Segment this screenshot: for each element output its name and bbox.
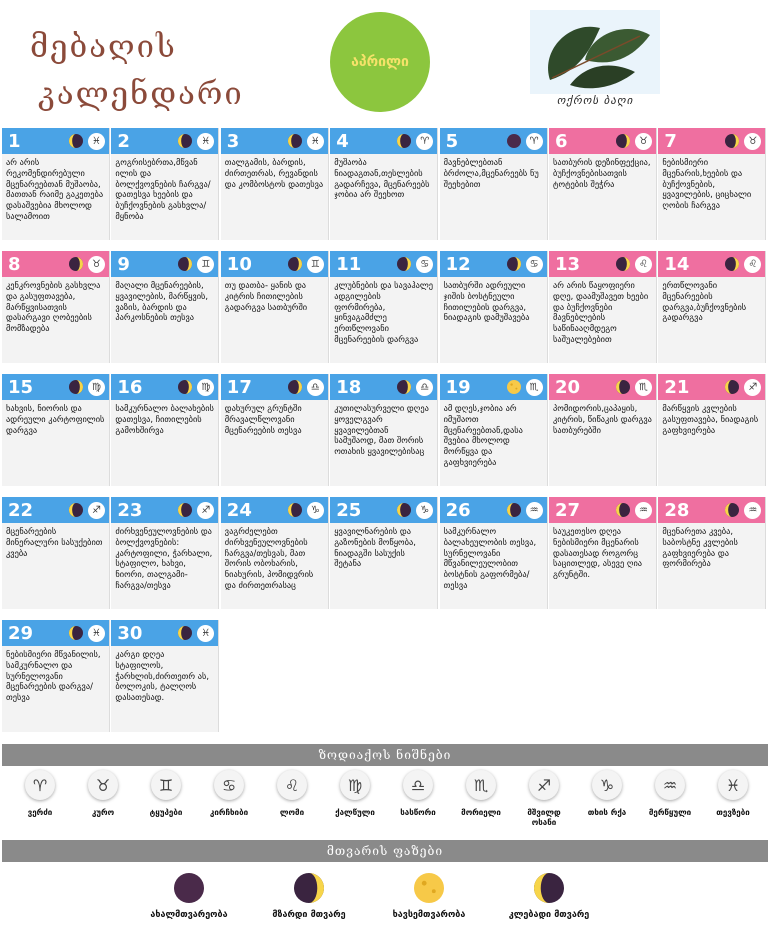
day-number: 29: [8, 622, 34, 644]
zodiac-sign-icon: ♐: [744, 379, 761, 396]
zodiac-sign-icon: ♉: [635, 133, 652, 150]
day-cell: [111, 497, 219, 609]
zodiac-name: მერწყული: [648, 808, 692, 817]
day-cell: [221, 374, 329, 486]
day-cell: [221, 251, 329, 363]
day-cell: [440, 251, 548, 363]
zodiac-sign-icon: ♒: [635, 502, 652, 519]
moon-phase-icon: [615, 502, 631, 518]
day-header: [221, 251, 328, 277]
day-number: 5: [445, 130, 459, 152]
day-cell: [440, 374, 548, 486]
zodiac-item: [12, 770, 68, 818]
day-number: 11: [336, 253, 362, 275]
day-header: [549, 128, 656, 154]
day-header: [221, 128, 328, 154]
moon-phase-icon: [724, 379, 740, 395]
zodiac-glyph-icon: ♑: [592, 770, 622, 800]
day-header: [440, 251, 547, 277]
day-cell: [658, 497, 766, 609]
moon-phase-icon: [177, 379, 193, 395]
day-cell: [221, 128, 329, 240]
day-header: [2, 251, 109, 277]
day-number: 15: [8, 376, 34, 398]
zodiac-name: მორიელი: [461, 808, 501, 817]
moon-phase-icon: [287, 502, 303, 518]
phase-item: [254, 872, 364, 920]
zodiac-item: [453, 770, 509, 818]
day-advice: სამკურნალო ბალახეულობის თესვა, სურნელოვანი მწვანილეულობით ბოსტნის გაფორმება/თესვა: [443, 526, 537, 590]
zodiac-glyph-icon: ♓: [718, 770, 748, 800]
day-header: [330, 251, 437, 277]
phases-title: მთვარის ფაზები: [2, 840, 768, 862]
zodiac-glyph-icon: ♍: [340, 770, 370, 800]
day-advice: ამ დღეს,ჯობია არ იმუშაოთ მცენარეებთან,დასა შვებია მხოლოდ მორწყვა და გაფხვიერება: [443, 403, 523, 467]
day-header: [440, 128, 547, 154]
day-cell: [2, 128, 110, 240]
title-line-2: კალენდარი: [38, 76, 244, 112]
month-badge: [330, 12, 430, 112]
zodiac-item: [264, 770, 320, 818]
day-header: [549, 497, 656, 523]
day-cell: [549, 374, 657, 486]
zodiac-sign-icon: ♉: [88, 256, 105, 273]
day-advice: სამკურნალო ბალახების დათესვა, ჩითილების გამოხშირვა: [115, 403, 214, 435]
moon-phase-icon: [494, 872, 604, 904]
zodiac-title: ზოდიაქოს ნიშნები: [2, 744, 768, 766]
day-header: [658, 128, 765, 154]
zodiac-name: სასწორი: [400, 808, 436, 817]
zodiac-sign-icon: ♋: [526, 256, 543, 273]
day-advice: მცენარეების მინერალური სასუქებით კვება: [6, 526, 103, 558]
day-number: 12: [445, 253, 471, 275]
zodiac-sign-icon: ♍: [197, 379, 214, 396]
day-number: 24: [226, 499, 252, 521]
moon-phase-icon: [177, 625, 193, 641]
day-number: 1: [8, 130, 21, 152]
day-header: [111, 497, 218, 523]
day-number: 20: [555, 376, 581, 398]
day-advice: ვაგრძელებთ ძირხვენეულოვნების ჩარგვა/თესვას, მათ შორის ობოხარის, ნიახურის, პომიდვრის და ძირთეთრასაც: [224, 526, 314, 590]
day-cell: [111, 620, 219, 732]
day-header: [440, 374, 547, 400]
zodiac-name: თხის რქა: [587, 808, 627, 817]
title-line-1: მებაღის: [30, 29, 177, 65]
moon-phase-icon: [287, 133, 303, 149]
day-cell: [330, 128, 438, 240]
zodiac-glyph-icon: ♒: [655, 770, 685, 800]
moon-phase-icon: [134, 872, 244, 904]
zodiac-sign-icon: ♊: [307, 256, 324, 273]
day-cell: [221, 497, 329, 609]
logo-text: ოქროს ბაღი: [556, 94, 634, 107]
day-cell: [549, 251, 657, 363]
day-number: 7: [664, 130, 677, 152]
zodiac-glyph-icon: ♊: [151, 770, 181, 800]
day-advice: ხახვის, ნიორის და ადრეული კარტოფილის დარგვა: [6, 403, 105, 435]
leaf-logo-icon: [530, 10, 660, 94]
day-number: 21: [664, 376, 690, 398]
day-advice: ერთწლოვანი მცენარეების დარგვა,ბუჩქოვნების გადარგვა: [662, 280, 747, 323]
day-advice: დახურულ გრუნტში მრავალწლოვანი მცენარეების თესვა: [224, 403, 302, 435]
zodiac-sign-icon: ♒: [744, 502, 761, 519]
day-advice: ნებისმიერი მცენარის,ხეების და ბუჩქოვნების, ყვავილების, ციცხალი ღობის ჩარგვა: [662, 157, 752, 211]
day-cell: [549, 497, 657, 609]
zodiac-sign-icon: ♌: [635, 256, 652, 273]
zodiac-legend: [2, 770, 768, 838]
moon-phase-icon: [287, 256, 303, 272]
zodiac-name: კირჩხიბი: [209, 808, 249, 817]
day-advice: თუ დათბა- ყანის და კიტრის ჩითილების გადარგვა სათბურში: [224, 280, 308, 312]
day-cell: [2, 251, 110, 363]
day-number: 28: [664, 499, 690, 521]
moon-phase-icon: [615, 379, 631, 395]
day-advice: პომიდორის,ცაპაყის, კიტრის, წიწაკის დარგვა სათბურებში: [553, 403, 652, 435]
day-header: [111, 251, 218, 277]
moon-phase-icon: [177, 133, 193, 149]
moon-phase-icon: [506, 379, 522, 395]
zodiac-sign-icon: ♋: [416, 256, 433, 273]
day-cell: [549, 128, 657, 240]
day-cell: [658, 374, 766, 486]
day-number: 27: [555, 499, 581, 521]
moon-phase-icon: [254, 872, 364, 904]
day-number: 19: [445, 376, 471, 398]
day-number: 13: [555, 253, 581, 275]
zodiac-sign-icon: ♒: [526, 502, 543, 519]
zodiac-sign-icon: ♐: [88, 502, 105, 519]
day-cell: [330, 374, 438, 486]
moon-phase-icon: [615, 256, 631, 272]
day-advice: მაღალი მცენარეების, ყვავილების, მარწყვის, ვაზის, ბარდის და პარკოსნების თესვა: [115, 280, 209, 323]
zodiac-name: მშვილდ ოსანი: [527, 808, 561, 827]
zodiac-sign-icon: ♌: [744, 256, 761, 273]
day-number: 18: [336, 376, 362, 398]
day-header: [658, 497, 765, 523]
phase-name: ახალმთვარეობა: [150, 910, 228, 920]
day-advice: სათბურის დეზინფექცია, ბუჩქოვნებისათვის ტოტების შეჭრა: [553, 157, 651, 189]
zodiac-glyph-icon: ♋: [214, 770, 244, 800]
day-header: [2, 374, 109, 400]
zodiac-item: [138, 770, 194, 818]
zodiac-name: ვერძი: [27, 808, 53, 817]
moon-phase-icon: [68, 133, 84, 149]
moon-phase-icon: [396, 502, 412, 518]
day-advice: გოგრისებრთა,მწვან ილის და ბოლქვოვნების ჩარგვა/დათესვა ხეების და ბუჩქოვნების გასხვლა/მყნობა: [115, 157, 211, 221]
day-cell: [330, 497, 438, 609]
zodiac-item: [579, 770, 635, 818]
day-header: [330, 128, 437, 154]
phase-item: [374, 872, 484, 920]
day-header: [111, 128, 218, 154]
day-number: 3: [226, 130, 240, 152]
day-advice: საუკეთესო დღეა ნებისმიერი მცენარის დასათესად როგორც საცითლედ, ასევე ღია გრუნტში.: [553, 526, 643, 580]
day-cell: [440, 497, 548, 609]
zodiac-name: ტყუპები: [149, 808, 183, 817]
day-number: 26: [445, 499, 471, 521]
title: [30, 24, 330, 118]
zodiac-sign-icon: ♑: [416, 502, 433, 519]
logo: [530, 10, 660, 115]
moon-phase-icon: [68, 502, 84, 518]
day-advice: კენკროვნების გასხვლა და გასუფთავება, მარწყვისათვის დასარგავი ღობეების მომზადება: [6, 280, 101, 334]
moon-phase-icon: [396, 379, 412, 395]
moon-phase-icon: [506, 133, 522, 149]
day-cell: [2, 374, 110, 486]
moon-phase-icon: [68, 625, 84, 641]
zodiac-name: თევზები: [716, 808, 750, 817]
zodiac-sign-icon: ♎: [307, 379, 324, 396]
zodiac-name: კურო: [91, 808, 115, 817]
day-number: 23: [117, 499, 143, 521]
day-cell: [111, 128, 219, 240]
moon-phase-icon: [615, 133, 631, 149]
day-number: 4: [336, 130, 349, 152]
moon-phase-icon: [287, 379, 303, 395]
moon-phase-icon: [724, 256, 740, 272]
zodiac-sign-icon: ♓: [88, 133, 105, 150]
day-number: 17: [226, 376, 252, 398]
day-advice: თალგამის, ბარდის, ძირთეთრას, რევანდის და კომბოსტოს დათესვა: [224, 157, 324, 189]
zodiac-glyph-icon: ♎: [403, 770, 433, 800]
zodiac-item: [327, 770, 383, 818]
moon-phase-icon: [724, 502, 740, 518]
zodiac-sign-icon: ♈: [526, 133, 543, 150]
zodiac-glyph-icon: ♉: [88, 770, 118, 800]
zodiac-item: [705, 770, 761, 818]
zodiac-item: [390, 770, 446, 818]
moon-phase-icon: [177, 256, 193, 272]
day-cell: [440, 128, 548, 240]
day-cell: [658, 128, 766, 240]
day-header: [2, 128, 109, 154]
phase-name: კლებადი მთვარე: [508, 910, 590, 920]
zodiac-item: [516, 770, 572, 828]
day-cell: [111, 251, 219, 363]
day-advice: მავნებლებთან ბრძოლა,მცენარეებს ნუ შეეხებით: [443, 157, 539, 189]
day-advice: არ არის რეკომენდირებული მცენარეებთან მუშაობა, მათთან რაიმე გაკეთება დასაშვებია მხოლოდ სალამოით: [6, 157, 104, 221]
day-header: [549, 251, 656, 277]
day-header: [330, 374, 437, 400]
zodiac-sign-icon: ♎: [416, 379, 433, 396]
zodiac-name: ქალწული: [335, 808, 375, 817]
day-number: 2: [117, 130, 130, 152]
moon-phase-icon: [177, 502, 193, 518]
zodiac-sign-icon: ♏: [526, 379, 543, 396]
zodiac-sign-icon: ♓: [197, 133, 214, 150]
zodiac-sign-icon: ♓: [88, 625, 105, 642]
day-advice: კლუბნების და სავაჰალე ადგილების ფორმირება, ყინვაგამძლე ერთწლოვანი მცენარეების დარგვა: [334, 280, 434, 344]
zodiac-glyph-icon: ♈: [25, 770, 55, 800]
day-header: [658, 374, 765, 400]
zodiac-item: [201, 770, 257, 818]
day-cell: [2, 497, 110, 609]
moon-phase-icon: [724, 133, 740, 149]
phase-name: ხავსემთვარობა: [392, 910, 466, 920]
moon-phase-icon: [374, 872, 484, 904]
zodiac-glyph-icon: ♐: [529, 770, 559, 800]
day-header: [221, 497, 328, 523]
zodiac-sign-icon: ♏: [635, 379, 652, 396]
moon-phase-icon: [506, 502, 522, 518]
moon-phase-icon: [506, 256, 522, 272]
day-advice: არ არის წაყოფიერი დღე, დაამუშავეთ ხეები და ბუჩქოვნები მავნებლების საწინააღმდეგო საშუალებებით: [553, 280, 649, 344]
day-cell: [2, 620, 110, 732]
moon-phase-icon: [396, 256, 412, 272]
moon-phase-icon: [68, 256, 84, 272]
day-number: 10: [226, 253, 252, 275]
day-number: 25: [336, 499, 362, 521]
zodiac-sign-icon: ♊: [197, 256, 214, 273]
day-cell: [111, 374, 219, 486]
zodiac-glyph-icon: ♌: [277, 770, 307, 800]
day-header: [330, 497, 437, 523]
phase-item: [134, 872, 244, 920]
day-header: [658, 251, 765, 277]
zodiac-sign-icon: ♓: [307, 133, 324, 150]
zodiac-sign-icon: ♈: [416, 133, 433, 150]
day-advice: კუთილასურველი დღეა ყოველგვარ ყვავილებთან სამუშაოდ, მათ შორის ოთახის ყვავილებისაც: [334, 403, 429, 457]
zodiac-sign-icon: ♍: [88, 379, 105, 396]
day-advice: მარწყვის კვლების გასუფთავება, ნიადაგის გაფხვიერება: [662, 403, 759, 435]
zodiac-sign-icon: ♉: [744, 133, 761, 150]
phase-name: მზარდი მთვარე: [272, 910, 346, 920]
zodiac-name: ლომი: [279, 808, 305, 817]
day-header: [2, 497, 109, 523]
month-label: აპრილი: [351, 54, 409, 70]
zodiac-glyph-icon: ♏: [466, 770, 496, 800]
day-number: 14: [664, 253, 690, 275]
day-cell: [658, 251, 766, 363]
day-advice: ნებისმიერი მწვანილის, სამკურნალო და სურნელოვანი მცენარეების დარგვა/თესვა: [6, 649, 101, 703]
day-number: 22: [8, 499, 34, 521]
moon-phase-icon: [68, 379, 84, 395]
zodiac-sign-icon: ♐: [197, 502, 214, 519]
day-advice: ყვავილნარების და გაზონების მოწყობა, ნიადაგში სასუქის შეტანა: [334, 526, 416, 569]
moon-phase-icon: [396, 133, 412, 149]
day-header: [2, 620, 109, 646]
day-header: [221, 374, 328, 400]
day-advice: ძირხვენეულოვნების და ბოლქვოვნების: კარტოფილი, ჭარხალი, სტაფილო, ხახვი, ნიორი, თალგამი- ჩარგვა/თესვა: [115, 526, 213, 590]
day-advice: სათბურში ადრეული ჯიშის ბოსტნეული ჩითილების დარგვა, ნიადაგის დამუშავება: [443, 280, 530, 323]
day-header: [111, 620, 218, 646]
day-number: 16: [117, 376, 143, 398]
zodiac-item: [75, 770, 131, 818]
day-advice: კარგი დღეა სტაფილოს, ჭარხლის,ძირთეთრ ას, ბოლოკის, ტალღოს დასათესად.: [115, 649, 209, 703]
day-advice: მცენარეთა კვება, საბოსტნე კვლების გაფხვიერება და ფორმირება: [662, 526, 738, 569]
day-advice: მუშაობა ნიადაგთან,თესლების გადარჩევა, მცენარეებს ჯობია არ შეეხოთ: [334, 157, 430, 200]
day-number: 6: [555, 130, 568, 152]
day-header: [111, 374, 218, 400]
day-number: 8: [8, 253, 21, 275]
moon-phase-legend: [2, 872, 768, 932]
phase-item: [494, 872, 604, 920]
day-number: 30: [117, 622, 143, 644]
day-number: 9: [117, 253, 130, 275]
zodiac-sign-icon: ♓: [197, 625, 214, 642]
day-cell: [330, 251, 438, 363]
day-header: [440, 497, 547, 523]
zodiac-sign-icon: ♑: [307, 502, 324, 519]
zodiac-item: [642, 770, 698, 818]
day-header: [549, 374, 656, 400]
